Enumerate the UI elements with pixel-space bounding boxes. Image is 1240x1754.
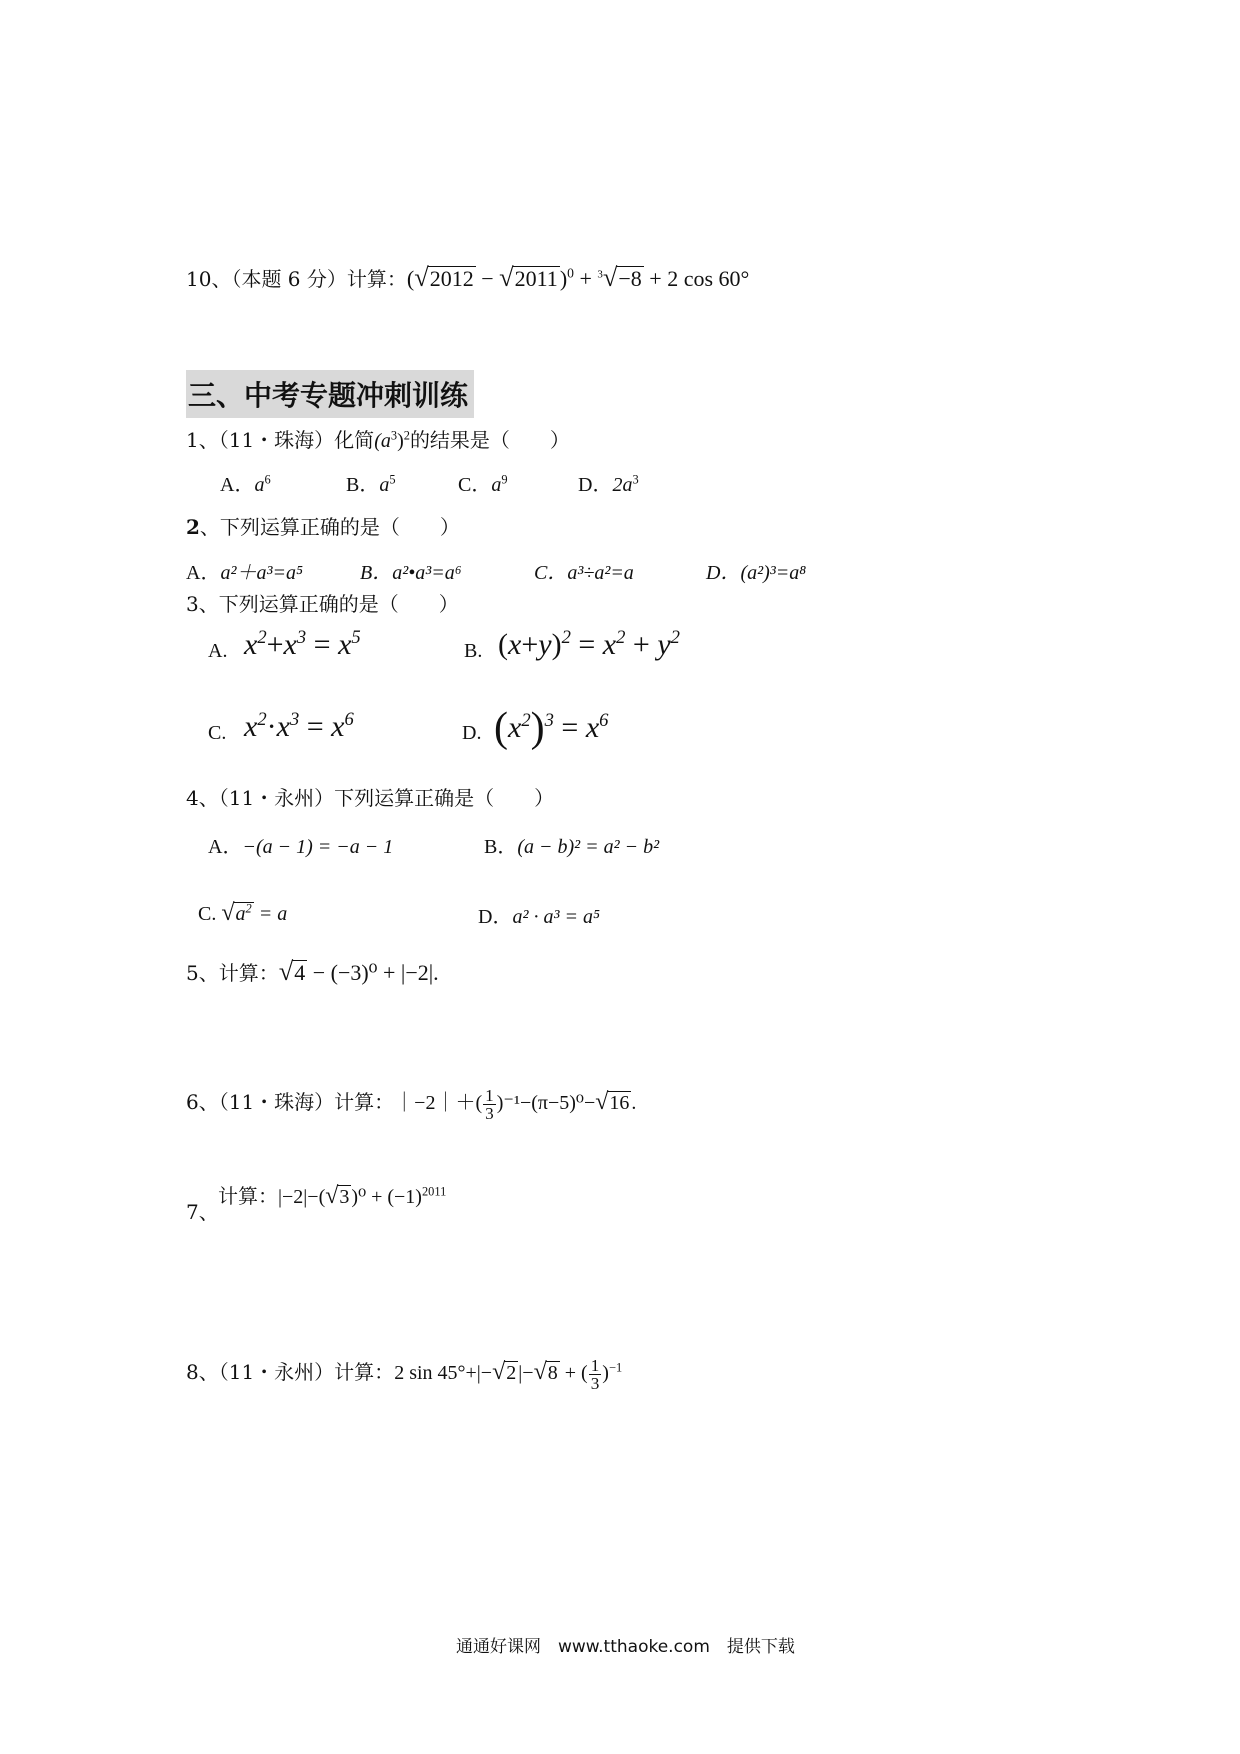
q3-option-b-formula: $(x+y)^2 = x^2 + y^2$: [498, 627, 680, 661]
q4-option-b: B．(a − b)² = a² − b²: [484, 836, 660, 858]
question-prefix: （本题 6 分）计算：: [231, 267, 407, 291]
question-tail: 的结果是（ ）: [409, 428, 570, 452]
math-expression: ｜−2｜＋( $\frac{1}{3}$ )⁻¹−(π−5)⁰−√16 .: [394, 1085, 637, 1123]
math-expression: √4 − (−3)⁰ + |−2|.: [278, 956, 439, 986]
q4-option-a: A．−(a − 1) = −a − 1: [208, 836, 394, 858]
math-expression: 2 sin 45°+|−√2 |−√8 + ( $\frac{1}{3}$ )$^{-1}$: [394, 1355, 623, 1393]
question-4: 4、（11・永州）下列运算正确是（ ）: [186, 786, 555, 810]
q3-option-a-label: A.: [208, 640, 228, 662]
math-expression: $(√2012 - √2011)^0 + ^3√-8 + 2$ cos 60°: [406, 262, 750, 292]
question-10: [186, 262, 749, 293]
question-7: 计算：|−2|−(√3 )$^0 + (-1)^{2011}$: [218, 1183, 447, 1209]
q3-option-c-formula: $x^2\cdot x^3 = x^6$: [244, 709, 354, 743]
q3-option-c-label: C.: [208, 722, 227, 744]
question-5: 5、计算：√4 − (−3)⁰ + |−2|.: [186, 956, 439, 986]
q1-option-c: C．$a^9$: [458, 472, 508, 496]
q4-option-d: D．a² · a³ = a⁵: [478, 906, 600, 928]
q2-option-a: A．a²＋a³=a⁵: [186, 562, 303, 584]
q4-option-c: C. $√a^2 = a$: [198, 900, 288, 926]
q2-option-c: C．a³÷a²=a: [534, 562, 634, 584]
q2-option-b: B．a²•a³=a⁶: [360, 562, 462, 584]
q3-option-d-label: D.: [462, 722, 482, 744]
question-3: 3、下列运算正确的是（ ）: [186, 592, 459, 616]
q1-option-d: D．$2a^3$: [578, 472, 639, 496]
q1-option-b: B．$a^5$: [346, 472, 396, 496]
q2-option-d: D．(a²)³=a⁸: [706, 562, 807, 584]
question-number: 10、: [186, 267, 232, 291]
question-6: 6、（11・珠海）计算：｜−2｜＋( $\frac{1}{3}$ )⁻¹−(π−5)⁰−√16 .: [186, 1085, 637, 1123]
question-7-number: 7、: [186, 1200, 219, 1224]
section-title: 三、中考专题冲刺训练: [186, 370, 474, 418]
q3-option-a-formula: $x^2+x^3 = x^5$: [244, 627, 361, 661]
math-expression: |−2|−(√3 )$^0 + (-1)^{2011}$: [278, 1183, 447, 1209]
question-8: 8、（11・永州）计算：2 sin 45°+|−√2 |−√8 + ( $\frac{1}{3}$ )$^{-1}$: [186, 1355, 623, 1393]
q3-option-b-label: B.: [464, 640, 483, 662]
math-expression: $(a^3)^2$: [374, 428, 410, 452]
question-1: [186, 424, 570, 453]
question-2: 2、下列运算正确的是（ ）: [186, 515, 460, 539]
footer-credit: 通通好课网 www.tthaoke.com 提供下载: [456, 1637, 795, 1657]
q1-option-a: A．$a^6$: [220, 472, 271, 496]
q3-option-d-formula: $(x^2)^3 = x^6$: [494, 705, 609, 751]
question-stem: 1、（11・珠海）化简: [186, 428, 375, 452]
